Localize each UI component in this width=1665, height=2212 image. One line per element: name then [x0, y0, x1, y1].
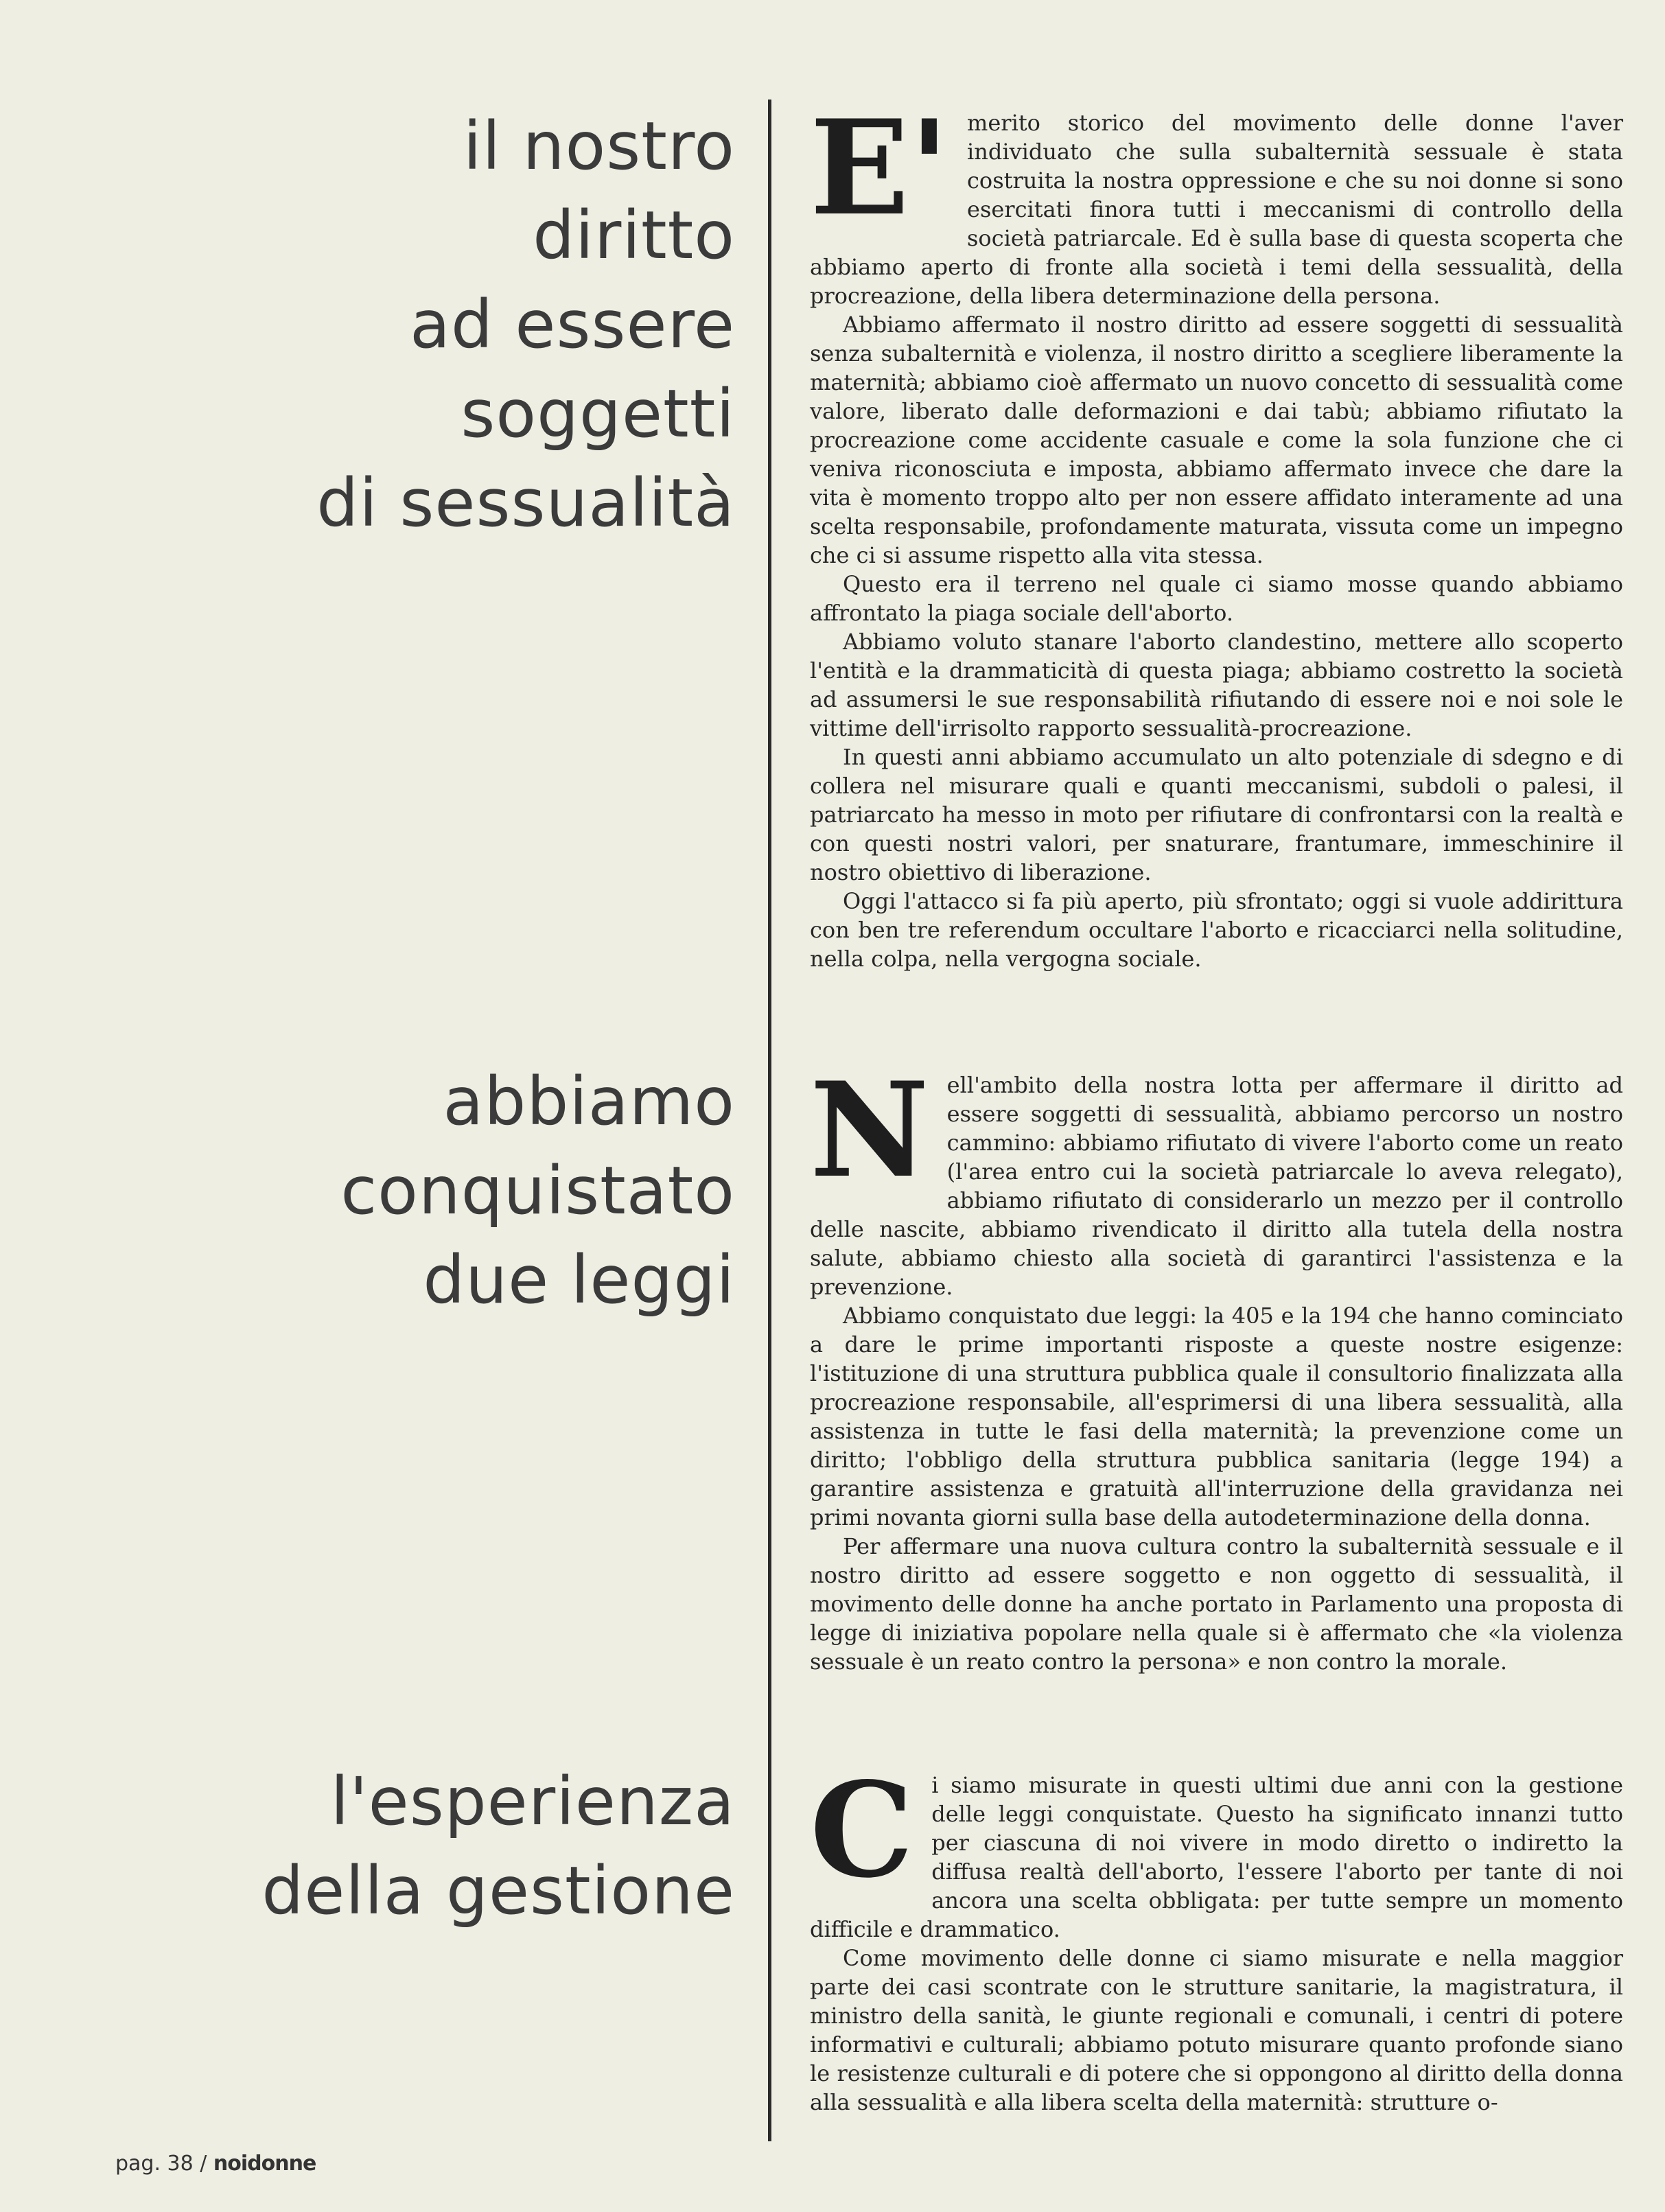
heading-line: di sessualità [316, 465, 735, 542]
page-number: pag. 38 [115, 2152, 194, 2176]
article-section-3 [810, 1754, 1623, 2117]
paragraph: Oggi l'attacco si fa più aperto, più sfrontato; oggi si vuole addirittura con ben tre referendum occultare l'aborto e ricacciarci nella solitudine, nella colpa, nella vergogna sociale. [810, 888, 1623, 972]
article-section-1 [810, 91, 1623, 973]
paragraph: Come movimento delle donne ci siamo misurate e nella maggior parte dei casi scontrate con le strutture sanitarie, la magistratura, il ministro della sanità, le giunte regionali e comunali, i centri di potere informativi e culturali; abbiamo potuto misurare quanto profonde siano le resistenze culturali e di potere che si oppongono al diritto della donna alla sessualità e alla libera scelta della maternità: strutture o- [810, 1945, 1623, 2115]
heading-line: della gestione [261, 1852, 735, 1929]
heading-line: ad essere [410, 286, 735, 363]
drop-cap: E' [810, 91, 949, 244]
heading-line: il nostro [463, 108, 735, 185]
paragraph: Abbiamo affermato il nostro diritto ad essere soggetti di sessualità senza subalternità e violenza, il nostro diritto a scegliere liberamente la maternità; abbiamo cioè affermato un nuovo concetto di sessualità come valore, liberato dalle deformazioni e dai tabù; abbiamo rifiutato la procreazione come accidente casuale e come la sola funzione che ci veniva riconosciuta e imposta, abbiamo affermato invece che dare la vita è momento troppo alto per non essere affidato interamente ad una scelta responsabile, profondamente maturata, vissuta come un impegno che ci si assume rispetto alla vita stessa. [810, 312, 1623, 568]
footer-separator: / [200, 2152, 207, 2176]
paragraph: ell'ambito della nostra lotta per affermare il diritto ad essere soggetti di sessualità, abbiamo percorso un nostro cammino: abbiamo rifiutato di vivere l'aborto come un reato (l'area entro cui la società patriarcale lo aveva relegato), abbiamo rifiutato di considerarlo un mezzo per il controllo delle nascite, abbiamo rivendicato il diritto alla tutela della nostra salute, abbiamo chiesto alla società di garantirci l'assistenza e la prevenzione. [810, 1072, 1623, 1300]
heading-line: soggetti [461, 375, 735, 452]
column-divider [768, 100, 771, 2141]
drop-cap: C [810, 1754, 914, 1907]
heading-gestione [49, 1757, 735, 1935]
heading-sessualita [49, 102, 735, 548]
heading-line: diritto [533, 197, 735, 274]
paragraph: i siamo misurate in questi ultimi due anni con la gestione delle leggi conquistate. Questo ha significato innanzi tutto per ciascuna di noi vivere in modo diretto o indiretto la diffusa realtà dell'aborto, l'essere l'aborto per tante di noi ancora una scelta obbligata: per tutte sempre un momento difficile e drammatico. [810, 1772, 1623, 1942]
paragraph: Per affermare una nuova cultura contro la subalternità sessuale e il nostro diritto ad essere soggetto e non oggetto di sessualità, il movimento delle donne ha anche portato in Parlamento una proposta di legge di iniziativa popolare nella quale si è affermato che «la violenza sessuale è un reato contro la persona» e non contro la morale. [810, 1533, 1623, 1675]
paragraph: In questi anni abbiamo accumulato un alto potenziale di sdegno e di collera nel misurare quali e quanti meccanismi, subdoli o palesi, il patriarcato ha messo in moto per rifiutare di confrontarsi con la realtà e con questi nostri valori, per snaturare, frantumare, immeschinire il nostro obiettivo di liberazione. [810, 744, 1623, 885]
heading-line: conquistato [340, 1152, 735, 1229]
paragraph: merito storico del movimento delle donne l'aver individuato che sulla subalternità sessuale è stata costruita la nostra oppressione e che su noi donne si sono esercitati finora tutti i meccanismi di controllo della società patriarcale. Ed è sulla base di questa scoperta che abbiamo aperto di fronte alla società i temi della sessualità, della procreazione, della libera determinazione della persona. [810, 110, 1623, 309]
paragraph: Questo era il terreno nel quale ci siamo mosse quando abbiamo affrontato la piaga sociale dell'aborto. [810, 571, 1623, 626]
heading-due-leggi [49, 1057, 735, 1325]
heading-line: l'esperienza [330, 1763, 735, 1840]
heading-line: due leggi [423, 1242, 735, 1318]
heading-line: abbiamo [443, 1063, 735, 1140]
page-footer [115, 2152, 316, 2176]
drop-cap: N [810, 1053, 929, 1207]
article-section-2 [810, 1053, 1623, 1676]
paragraph: Abbiamo voluto stanare l'aborto clandestino, mettere allo scoperto l'entità e la drammaticità di questa piaga; abbiamo costretto la società ad assumersi le sue responsabilità rifiutando di essere noi e noi sole le vittime dell'irrisolto rapporto sessualità-procreazione. [810, 629, 1623, 741]
magazine-name: noidonne [213, 2152, 316, 2176]
paragraph: Abbiamo conquistato due leggi: la 405 e la 194 che hanno cominciato a dare le prime importanti risposte a queste nostre esigenze: l'istituzione di una struttura pubblica quale il consultorio finalizzata alla procreazione responsabile, all'esprimersi di una libera sessualità, alla assistenza in tutte le fasi della maternità; la prevenzione come un diritto; l'obbligo della struttura pubblica sanitaria (legge 194) a garantire assistenza e gratuità all'interruzione della gravidanza nei primi novanta giorni sulla base della autodeterminazione della donna. [810, 1303, 1623, 1530]
